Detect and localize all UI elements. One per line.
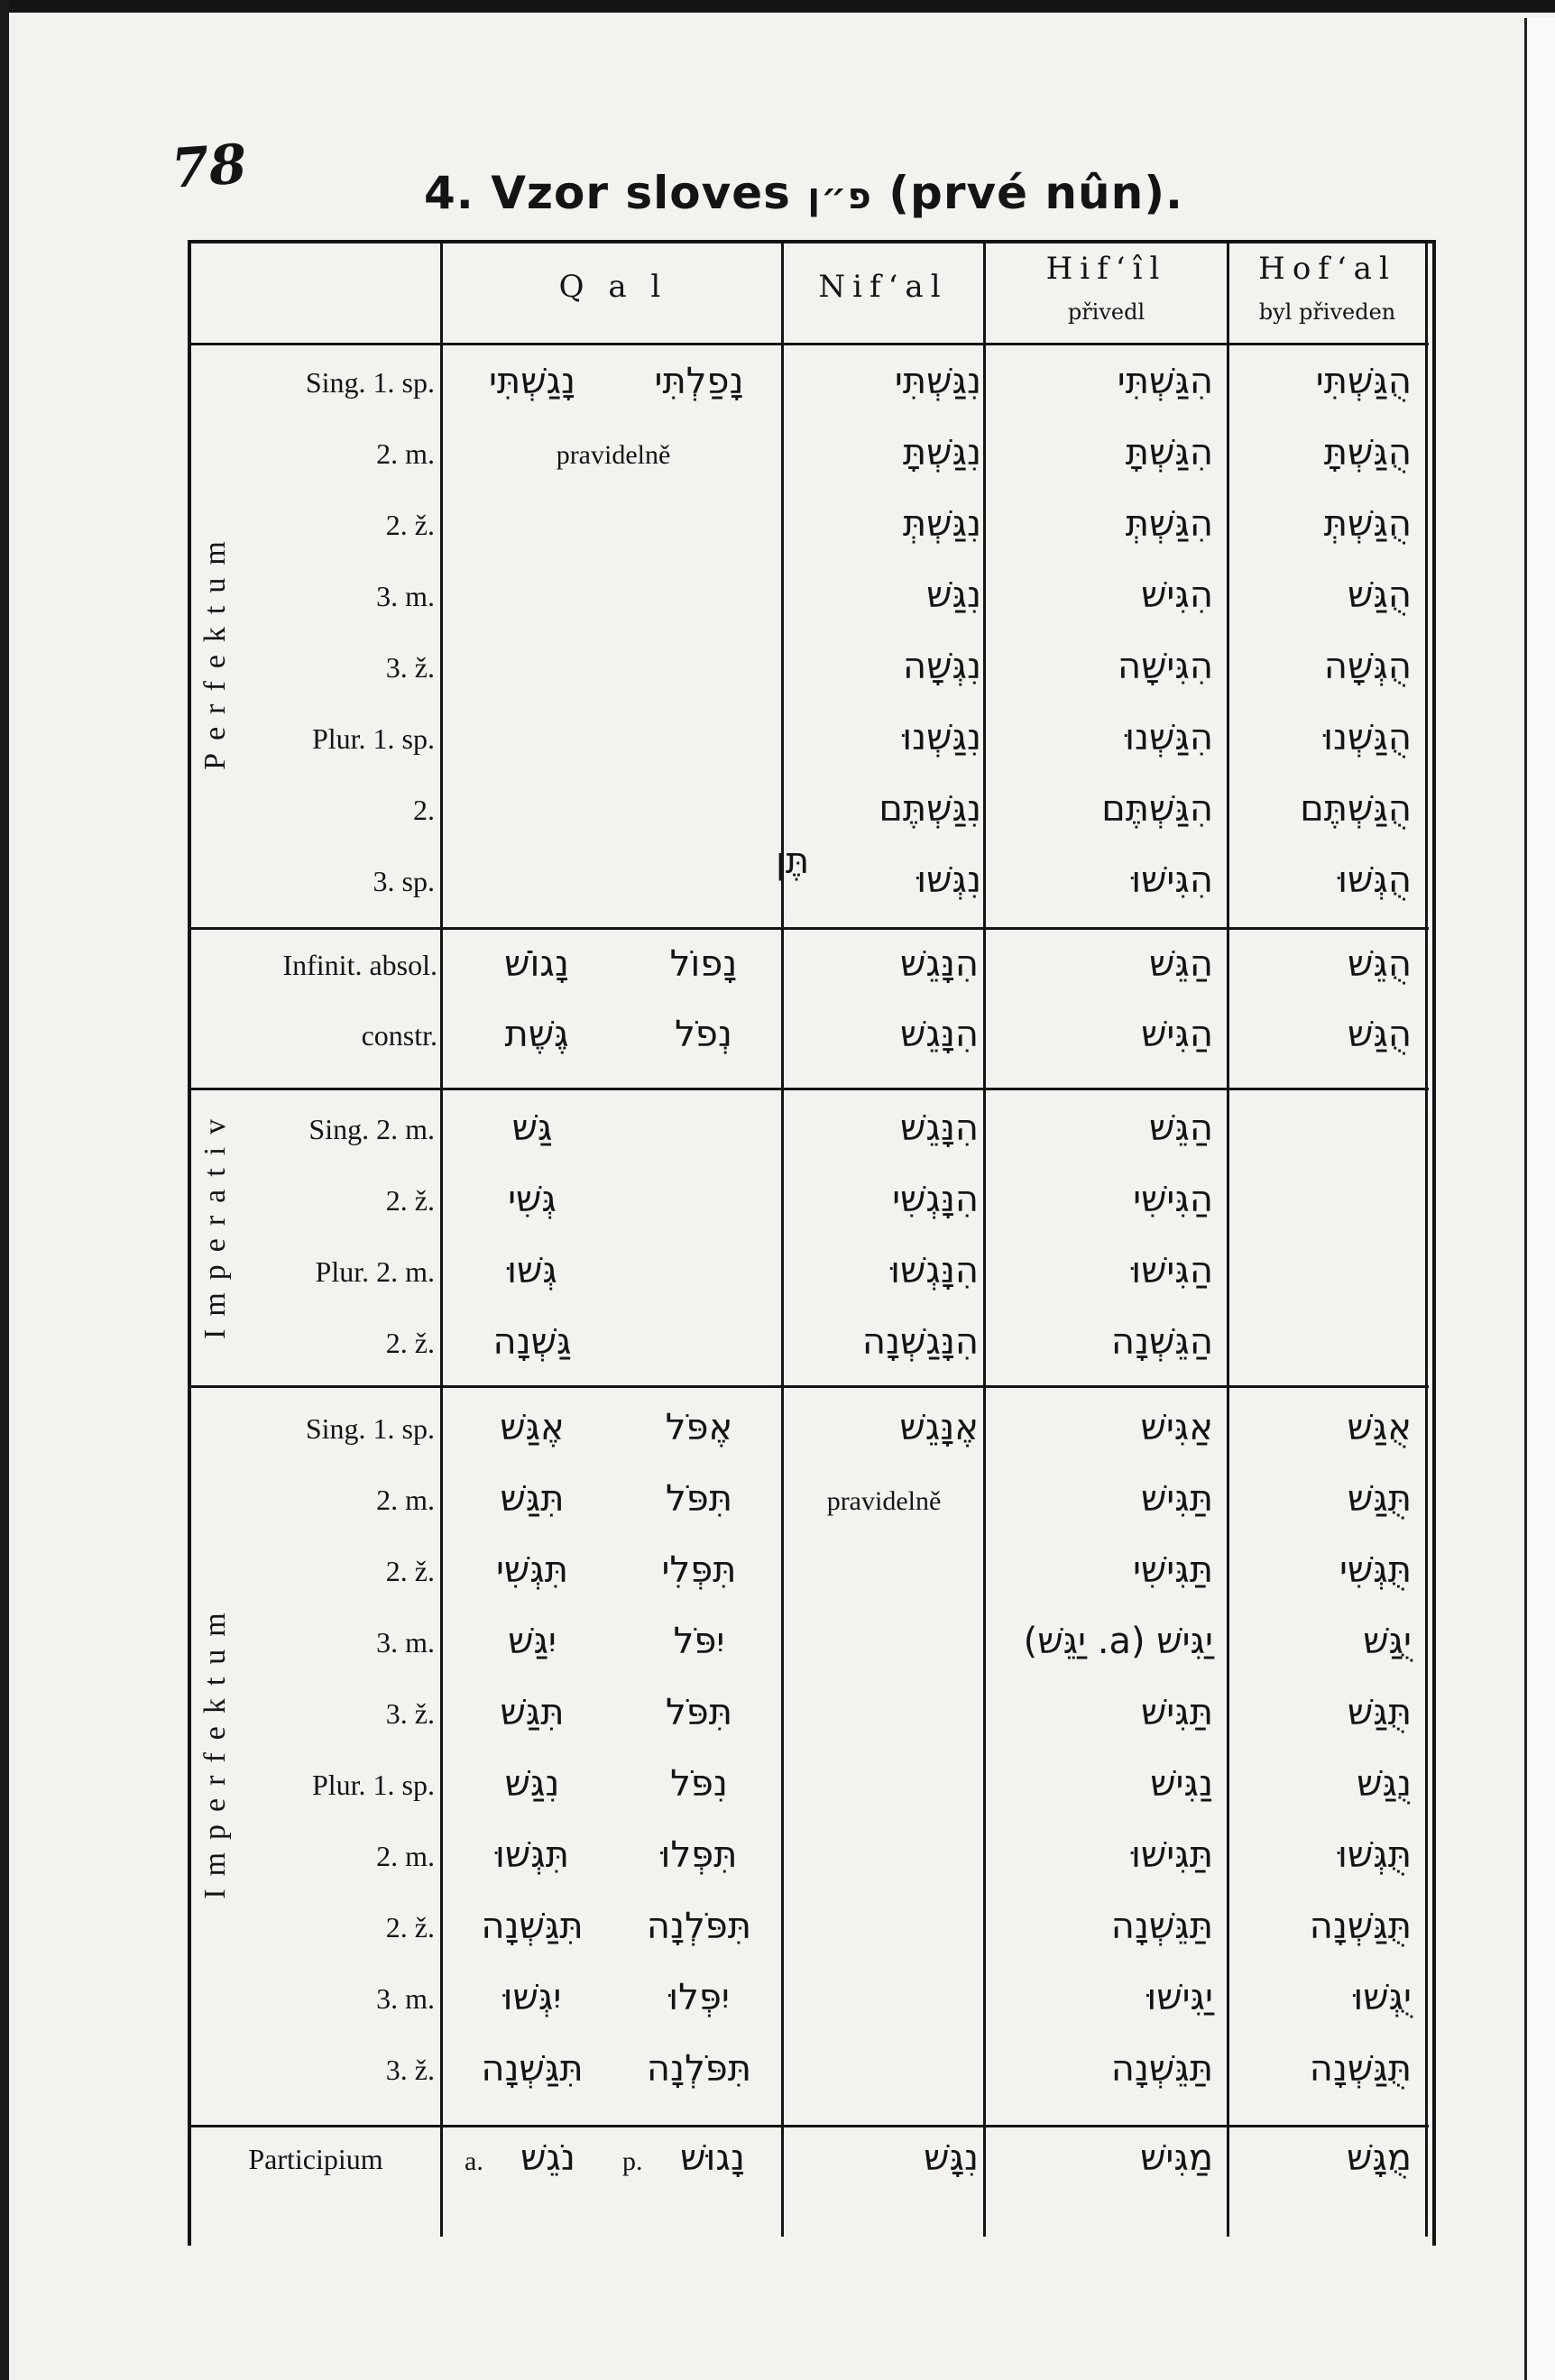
perfektum-nifal: נִגְּשָׁה bbox=[903, 646, 981, 687]
perfektum-nifal-marginal: תֶּן bbox=[776, 841, 810, 882]
imperfektum-hifil: אַגִּישׁ bbox=[1140, 1407, 1213, 1448]
perfektum-nifal: נִגְּשׁוּ bbox=[916, 859, 981, 901]
header-qal: Q a l bbox=[558, 269, 668, 305]
imperfektum-hifil: תַּגִּישׁוּ bbox=[1131, 1834, 1213, 1876]
header-hifil: Hif‘îl bbox=[1045, 251, 1167, 287]
infinitiv-qal-b: נָגוֹשׁ bbox=[504, 943, 569, 985]
side-label-imperfektum: Imperfektum bbox=[198, 1600, 232, 1899]
perfektum-row-label: 3. sp. bbox=[373, 865, 435, 897]
participium-hofal: מֻגָּשׁ bbox=[1347, 2137, 1412, 2179]
perfektum-hofal: הֻגַּשׁ bbox=[1348, 574, 1412, 616]
side-label-perfektum: Perfektum bbox=[198, 528, 232, 770]
imperfektum-qal-b: תִּגַּשׁ bbox=[500, 1692, 565, 1733]
perfektum-row-label: 3. ž. bbox=[385, 651, 435, 684]
perfektum-hifil: הִגַּשְׁתֶּם bbox=[1101, 788, 1213, 830]
imperfektum-row-label: 2. ž. bbox=[385, 1911, 435, 1944]
perfektum-nifal: נִגַּשְׁתֶּם bbox=[879, 788, 981, 830]
imperfektum-hofal: אֻגַּשׁ bbox=[1347, 1407, 1412, 1448]
imperfektum-qal-b: תִּגְּשׁוּ bbox=[494, 1834, 569, 1876]
perfektum-row-label: Plur. 1. sp. bbox=[311, 722, 435, 755]
scan-edge-right bbox=[1524, 18, 1555, 2380]
imperfektum-row-label: Plur. 1. sp. bbox=[311, 1769, 435, 1801]
imperfektum-hofal: תֻּגַּשְׁנָה bbox=[1309, 2048, 1412, 2090]
imperfektum-qal-a: תִּפֹּל bbox=[665, 1692, 732, 1733]
imperfektum-qal-b: תִּגַּשׁ bbox=[500, 1478, 565, 1520]
imperfektum-qal-a: תִּפְּלִי bbox=[661, 1549, 737, 1591]
imperativ-row-label: Sing. 2. m. bbox=[308, 1113, 435, 1145]
imperfektum-qal-b: יִגַּשׁ bbox=[508, 1621, 557, 1662]
col-rule-nifal bbox=[983, 240, 986, 2237]
title-prefix: 4. Vzor sloves bbox=[424, 167, 791, 219]
imperfektum-hifil: יַגִּישׁוּ bbox=[1146, 1977, 1213, 2018]
perfektum-nifal: נִגַּשְׁתְּ bbox=[902, 503, 981, 545]
imperfektum-hofal: נֻגַּשׁ bbox=[1357, 1763, 1412, 1805]
perfektum-hofal: הֻגְּשָׁה bbox=[1323, 646, 1412, 687]
perfektum-nifal: נִגַּשְׁתָּ bbox=[902, 432, 981, 473]
imperfektum-hofal: תֻּגַּשׁ bbox=[1347, 1692, 1412, 1733]
section-rule-1 bbox=[191, 1088, 1429, 1090]
infinitiv-row-label: constr. bbox=[361, 1019, 437, 1052]
imperativ-nifal: הִנָּגַשְׁנָה bbox=[861, 1321, 979, 1363]
imperativ-qal: גְּשׁוּ bbox=[507, 1250, 557, 1291]
imperfektum-hofal: תֻּגַּשְׁנָה bbox=[1309, 1906, 1412, 1947]
section-rule-3 bbox=[191, 2125, 1429, 2127]
imperativ-hifil: הַגֵּשְׁנָה bbox=[1110, 1321, 1213, 1363]
imperfektum-qal-b: יִגְּשׁוּ bbox=[502, 1977, 562, 2018]
imperfektum-nifal: אֶנָּגֵשׁ bbox=[899, 1407, 979, 1448]
imperfektum-qal-b: תִּגַּשְׁנָה bbox=[481, 1906, 584, 1947]
perfektum-hofal: הֻגַּשְׁתָּ bbox=[1323, 432, 1412, 473]
imperfektum-qal-a: תִּפֹּל bbox=[665, 1478, 732, 1520]
imperfektum-qal-a: יִפְּלוּ bbox=[668, 1977, 730, 2018]
participium-nifal: נִגָּשׁ bbox=[924, 2137, 979, 2179]
imperfektum-hofal: תֻּגְּשִׁי bbox=[1339, 1549, 1412, 1591]
perfektum-qal-note: pravidelně bbox=[556, 440, 671, 470]
infinitiv-nifal: הִנָּגֵשׁ bbox=[900, 943, 979, 985]
imperativ-qal: גַּשְׁנָה bbox=[492, 1321, 572, 1363]
header-rule bbox=[191, 343, 1429, 345]
perfektum-qal-a: נָפַלְתִּי bbox=[654, 361, 744, 402]
imperfektum-hifil: תַּגִּישׁ bbox=[1140, 1692, 1213, 1733]
imperfektum-hofal: תֻּגַּשׁ bbox=[1347, 1478, 1412, 1520]
imperfektum-qal-a: תִּפְּלוּ bbox=[660, 1834, 738, 1876]
imperfektum-hifil: יַגִּישׁ (a. יַגֵּשׁ) bbox=[1023, 1621, 1213, 1662]
participium-qal-p-prefix: p. bbox=[622, 2146, 643, 2176]
imperativ-row-label: 2. ž. bbox=[385, 1327, 435, 1359]
imperfektum-qal-a: יִפֹּל bbox=[673, 1621, 725, 1662]
infinitiv-qal-a: נְפֹל bbox=[675, 1014, 732, 1055]
perfektum-hifil: הִגִּישׁוּ bbox=[1131, 859, 1213, 901]
scan-edge-top bbox=[0, 0, 1555, 13]
imperfektum-row-label: 2. ž. bbox=[385, 1555, 435, 1587]
imperativ-nifal: הִנָּגְשִׁי bbox=[892, 1179, 979, 1220]
perfektum-hofal: הֻגְּשׁוּ bbox=[1338, 859, 1412, 901]
header-hifil-sub: přivedl bbox=[1067, 299, 1146, 325]
col-rule-label bbox=[440, 240, 443, 2237]
participium-hifil: מַגִּישׁ bbox=[1140, 2137, 1213, 2179]
perfektum-row-label: 3. m. bbox=[376, 580, 435, 612]
col-rule-qal bbox=[781, 240, 784, 2237]
perfektum-hifil: הִגַּשְׁתָּ bbox=[1125, 432, 1213, 473]
imperfektum-nifal-note: pravidelně bbox=[826, 1486, 942, 1516]
perfektum-row-label: 2. bbox=[413, 794, 435, 826]
perfektum-hofal: הֻגַּשְׁתִּי bbox=[1315, 361, 1412, 402]
infinitiv-qal-a: נָפוֹל bbox=[669, 943, 738, 985]
section-rule-2 bbox=[191, 1385, 1429, 1388]
imperativ-hifil: הַגִּישׁוּ bbox=[1131, 1250, 1213, 1291]
col-rule-hifil bbox=[1227, 240, 1229, 2237]
scan-edge-left bbox=[0, 0, 9, 2380]
imperfektum-row-label: 3. m. bbox=[376, 1982, 435, 2015]
perfektum-nifal: נִגַּשׁ bbox=[926, 574, 981, 616]
page-number: 78 bbox=[169, 133, 249, 201]
imperfektum-qal-b: תִּגַּשְׁנָה bbox=[481, 2048, 584, 2090]
imperativ-nifal: הִנָּגֵשׁ bbox=[900, 1107, 979, 1149]
participium-qal-p: נָגוּשׁ bbox=[680, 2137, 745, 2179]
perfektum-qal-b: נָגַשְׁתִּי bbox=[488, 361, 576, 402]
infinitiv-qal-b: גֶּשֶׁת bbox=[504, 1014, 569, 1055]
perfektum-nifal: נִגַּשְׁתִּי bbox=[894, 361, 981, 402]
imperativ-row-label: Plur. 2. m. bbox=[315, 1255, 435, 1288]
perfektum-row-label: 2. ž. bbox=[385, 509, 435, 541]
infinitiv-hofal: הֻגֵּשׁ bbox=[1348, 943, 1412, 985]
header-hofal: Hof‘al bbox=[1258, 251, 1396, 287]
imperfektum-hofal: יֻגְּשׁוּ bbox=[1353, 1977, 1412, 2018]
imperfektum-hifil: תַּגִּישׁ bbox=[1140, 1478, 1213, 1520]
imperfektum-qal-a: תִּפֹּלְנָה bbox=[646, 2048, 752, 2090]
page-title bbox=[424, 167, 1183, 219]
imperfektum-qal-a: תִּפֹּלְנָה bbox=[646, 1906, 752, 1947]
imperfektum-hifil: תַּגֵּשְׁנָה bbox=[1110, 1906, 1213, 1947]
imperfektum-qal-b: נִגַּשׁ bbox=[504, 1763, 560, 1805]
imperfektum-hifil: תַּגֵּשְׁנָה bbox=[1110, 2048, 1213, 2090]
imperativ-row-label: 2. ž. bbox=[385, 1184, 435, 1217]
imperativ-hifil: הַגִּישִׁי bbox=[1133, 1179, 1213, 1220]
participium-qal-a: נֹגֵשׁ bbox=[520, 2137, 575, 2179]
side-label-imperativ: Imperativ bbox=[198, 1106, 232, 1339]
perfektum-hifil: הִגַּשְׁנוּ bbox=[1125, 717, 1213, 758]
imperfektum-hifil: נַגִּישׁ bbox=[1150, 1763, 1213, 1805]
imperfektum-row-label: 2. m. bbox=[376, 1840, 435, 1872]
imperativ-hifil: הַגֵּשׁ bbox=[1149, 1107, 1213, 1149]
infinitiv-hofal: הֻגַּשׁ bbox=[1348, 1014, 1412, 1055]
perfektum-hifil: הִגִּישָׁה bbox=[1117, 646, 1213, 687]
imperfektum-row-label: 2. m. bbox=[376, 1484, 435, 1516]
participium-qal-a-prefix: a. bbox=[465, 2146, 483, 2176]
imperativ-qal: גַּשׁ bbox=[511, 1107, 553, 1149]
imperfektum-row-label: 3. m. bbox=[376, 1626, 435, 1659]
perfektum-hofal: הֻגַּשְׁתֶּם bbox=[1300, 788, 1412, 830]
perfektum-hofal: הֻגַּשְׁתְּ bbox=[1323, 503, 1412, 545]
perfektum-hifil: הִגִּישׁ bbox=[1141, 574, 1213, 616]
imperativ-qal: גְּשִׁי bbox=[508, 1179, 557, 1220]
perfektum-row-label: Sing. 1. sp. bbox=[305, 366, 435, 399]
imperfektum-qal-b: תִּגְּשִׁי bbox=[495, 1549, 569, 1591]
infinitiv-hifil: הַגִּישׁ bbox=[1141, 1014, 1213, 1055]
header-nifal: Nif‘al bbox=[818, 269, 948, 305]
imperfektum-row-label: 3. ž. bbox=[385, 2054, 435, 2086]
imperfektum-qal-a: נִפֹּל bbox=[670, 1763, 728, 1805]
perfektum-nifal: נִגַּשְׁנוּ bbox=[902, 717, 981, 758]
imperfektum-row-label: 3. ž. bbox=[385, 1697, 435, 1730]
perfektum-hifil: הִגַּשְׁתִּי bbox=[1117, 361, 1213, 402]
imperfektum-qal-b: אֶגַּשׁ bbox=[500, 1407, 565, 1448]
imperfektum-hifil: תַּגִּישִׁי bbox=[1132, 1549, 1213, 1591]
perfektum-row-label: 2. m. bbox=[376, 437, 435, 470]
header-hofal-sub: byl přiveden bbox=[1258, 299, 1396, 325]
title-suffix: (prvé nûn). bbox=[888, 167, 1184, 219]
imperativ-nifal: הִנָּגְשׁוּ bbox=[890, 1250, 979, 1291]
participium-label: Participium bbox=[248, 2143, 383, 2175]
imperfektum-row-label: Sing. 1. sp. bbox=[305, 1412, 435, 1445]
perfektum-hifil: הִגַּשְׁתְּ bbox=[1125, 503, 1213, 545]
perfektum-hofal: הֻגַּשְׁנוּ bbox=[1323, 717, 1412, 758]
infinitiv-nifal: הִנָּגֵשׁ bbox=[900, 1014, 979, 1055]
imperfektum-hofal: יֻגַּשׁ bbox=[1363, 1621, 1412, 1662]
col-rule-hofal bbox=[1425, 240, 1428, 2237]
section-rule-0 bbox=[191, 927, 1429, 930]
imperfektum-qal-a: אֶפֹּל bbox=[665, 1407, 733, 1448]
infinitiv-row-label: Infinit. absol. bbox=[282, 949, 437, 981]
title-hebrew: פ״ן bbox=[807, 176, 872, 217]
imperfektum-hofal: תֻּגְּשׁוּ bbox=[1337, 1834, 1412, 1876]
infinitiv-hifil: הַגֵּשׁ bbox=[1149, 943, 1213, 985]
